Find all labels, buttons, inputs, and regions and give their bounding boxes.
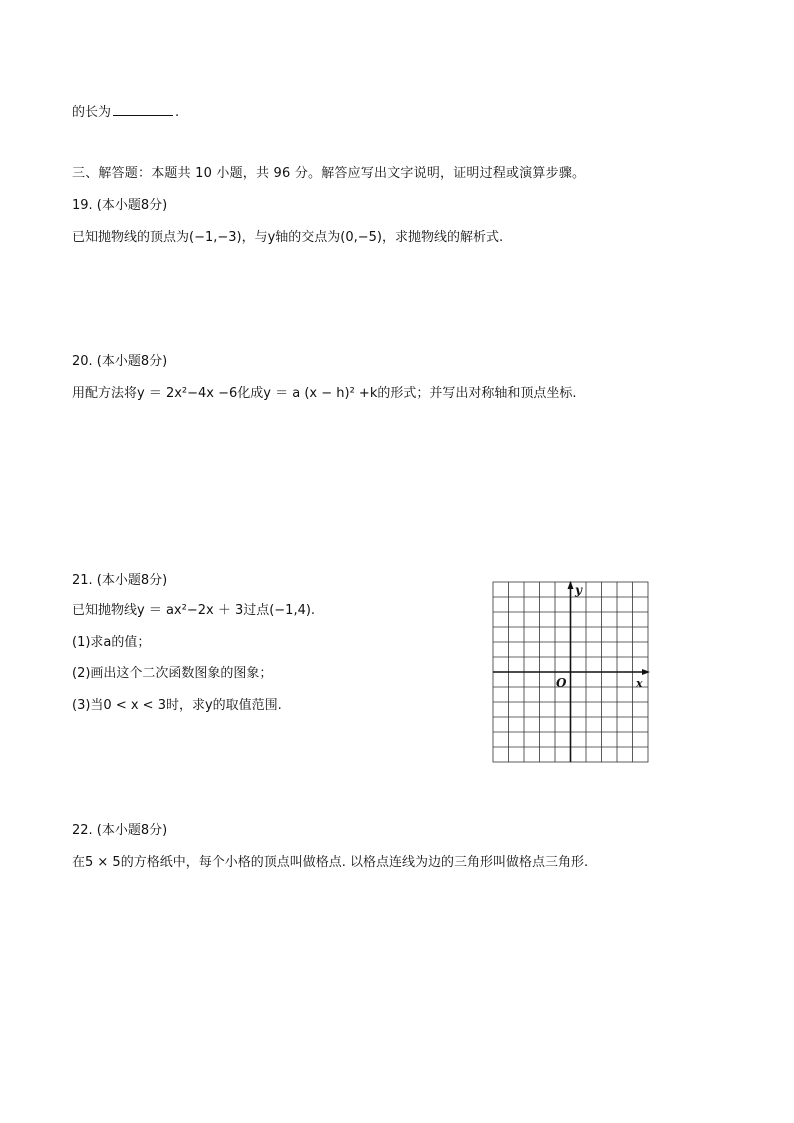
q19-text: 已知抛物线的顶点为(−1,−3)，与y轴的交点为(0,−5)，求抛物线的解析式. <box>72 230 504 245</box>
section-title: 三、解答题：本题共 10 小题，共 96 分。解答应写出文字说明，证明过程或演算步骤。 <box>72 166 586 181</box>
prev-answer-line <box>72 103 179 122</box>
q20-text: 用配方法将y ＝ 2x²−4x −6化成y ＝ a (x − h)² +k的形式；并写出对称轴和顶点坐标. <box>72 386 577 401</box>
q22-header: 22. (本小题8分) <box>72 823 168 838</box>
q20-header: 20. (本小题8分) <box>72 354 168 369</box>
q22-text: 在5 × 5的方格纸中，每个小格的顶点叫做格点. 以格点连线为边的三角形叫做格点三角形. <box>72 855 589 870</box>
origin-label: O <box>556 676 567 690</box>
y-axis-label: y <box>575 583 582 597</box>
q21-text-1: 已知抛物线y ＝ ax²−2x ＋ 3过点(−1,4). <box>72 603 316 618</box>
q21-text-4: (3)当0 < x < 3时，求y的取值范围. <box>72 698 282 713</box>
q21-text-3: (2)画出这个二次函数图象的图象； <box>72 666 273 681</box>
x-axis-label: x <box>636 677 643 690</box>
prev-text-end: . <box>175 105 180 120</box>
q19-header: 19. (本小题8分) <box>72 198 168 213</box>
answer-blank[interactable] <box>113 103 173 116</box>
prev-text: 的长为 <box>72 105 112 120</box>
coordinate-grid-figure <box>492 581 650 765</box>
x-axis-arrow <box>642 669 650 675</box>
q21-header: 21. (本小题8分) <box>72 573 168 588</box>
q21-text-2: (1)求a的值； <box>72 635 151 650</box>
